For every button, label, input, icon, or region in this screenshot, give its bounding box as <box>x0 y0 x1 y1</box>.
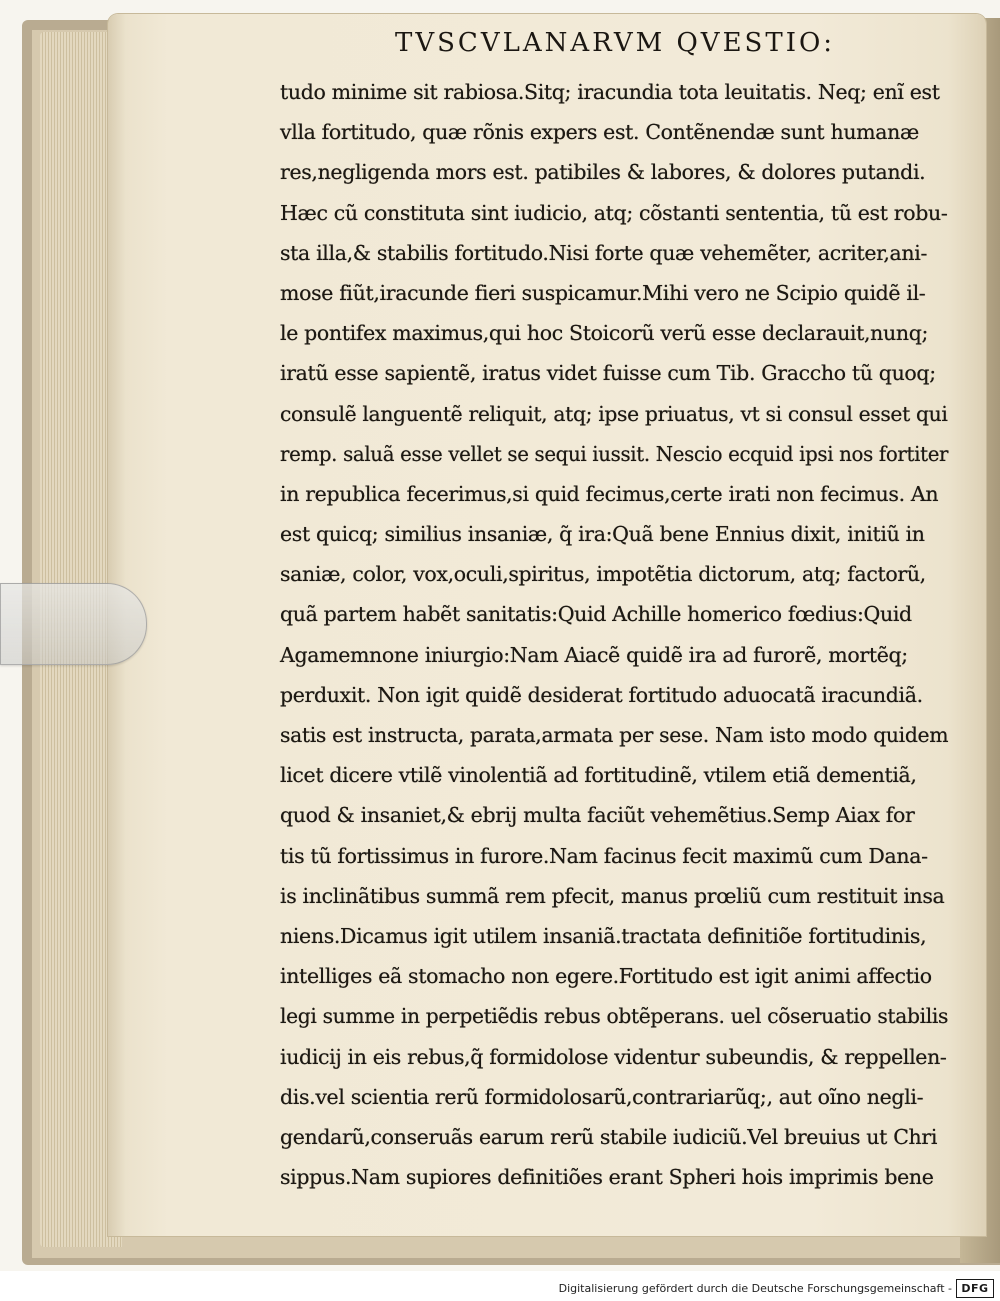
text-line: in republica fecerimus,si quid fecimus,certe irati non fecimus. An <box>280 481 939 506</box>
text-line: le pontifex maximus,qui hoc Stoicorũ verũ esse declarauit,nunq; <box>280 321 929 346</box>
text-line: dis.vel scientia rerũ formidolosarũ,contrariarũq;, aut oĩno negli- <box>280 1084 924 1109</box>
dfg-logo: DFG <box>956 1279 994 1298</box>
text-line: legi summe in perpetiẽdis rebus obtẽperans. uel cõseruatio stabilis <box>280 1004 949 1029</box>
running-head: TVSCVLANARVM QVESTIO: <box>395 28 836 58</box>
text-line: sta illa,& stabilis fortitudo.Nisi forte quæ vehemẽter, acriter,ani- <box>280 240 928 265</box>
text-line: iratũ esse sapientẽ, iratus videt fuisse cum Tib. Graccho tũ quoq; <box>280 361 936 386</box>
text-line: consulẽ languentẽ reliquit, atq; ipse priuatus, vt si consul esset qui <box>280 401 948 426</box>
text-line: niens.Dicamus igit utilem insaniã.tractata definitiõe fortitudinis, <box>280 923 927 948</box>
text-line: iudicij in eis rebus,q̃ formidolose videntur subeundis, & reppellen- <box>280 1044 947 1069</box>
text-line: perduxit. Non igit quidẽ desiderat fortitudo aduocatã iracundiã. <box>280 682 923 707</box>
text-block <box>280 72 948 1197</box>
text-line: sippus.Nam supiores definitiões erant Spheri hois imprimis bene <box>280 1165 934 1190</box>
text-line: est quicq; similius insaniæ, q̃ ira:Quã bene Ennius dixit, initiũ in <box>280 522 925 547</box>
text-line: satis est instructa, parata,armata per sese. Nam isto modo quidem <box>280 723 949 747</box>
text-line: tis tũ fortissimus in furore.Nam facinus fecit maximũ cum Dana- <box>280 843 928 868</box>
text-line: vlla fortitudo, quæ rõnis expers est. Contẽnendæ sunt humanæ <box>280 120 919 145</box>
text-line: quod & insaniet,& ebrij multa faciũt vehemẽtius.Semp Aiax for <box>280 803 915 828</box>
text-line: remp. saluã esse vellet se sequi iussit. Nescio ecquid ipsi nos fortiter <box>280 441 949 466</box>
text-line: gendarũ,conseruãs earum rerũ stabile iudiciũ.Vel breuius ut Chri <box>280 1124 938 1149</box>
text-line: saniæ, color, vox,oculi,spiritus, impotẽtia dictorum, atq; factorũ, <box>280 562 926 587</box>
text-line: is inclinãtibus summã rem pfecit, manus prœliũ cum restituit insa <box>280 883 945 908</box>
footer-bar <box>0 1271 1000 1301</box>
footer-credit: Digitalisierung gefördert durch die Deutsche Forschungsgemeinschaft - <box>558 1282 952 1295</box>
text-line: Hæc cũ constituta sint iudicio, atq; cõstanti sententia, tũ est robu- <box>280 200 948 225</box>
text-line: intelliges eã stomacho non egere.Fortitudo est igit animi affectio <box>280 964 932 989</box>
text-line: mose fiũt,iracunde fieri suspicamur.Mihi vero ne Scipio quidẽ il- <box>280 280 926 305</box>
text-line: tudo minime sit rabiosa.Sitq; iracundia tota leuitatis. Neq; enĩ est <box>280 80 940 104</box>
text-line: licet dicere vtilẽ vinolentiã ad fortitudinẽ, vtilem etiã dementiã, <box>280 763 917 788</box>
bookmark-tab <box>0 583 147 665</box>
text-line: Agamemnone iniurgio:Nam Aiacẽ quidẽ ira ad furorẽ, mortẽq; <box>280 642 908 667</box>
text-line: res,negligenda mors est. patibiles & labores, & dolores putandi. <box>280 160 926 185</box>
text-line: quã partem habẽt sanitatis:Quid Achille homerico fœdius:Quid <box>280 602 912 627</box>
